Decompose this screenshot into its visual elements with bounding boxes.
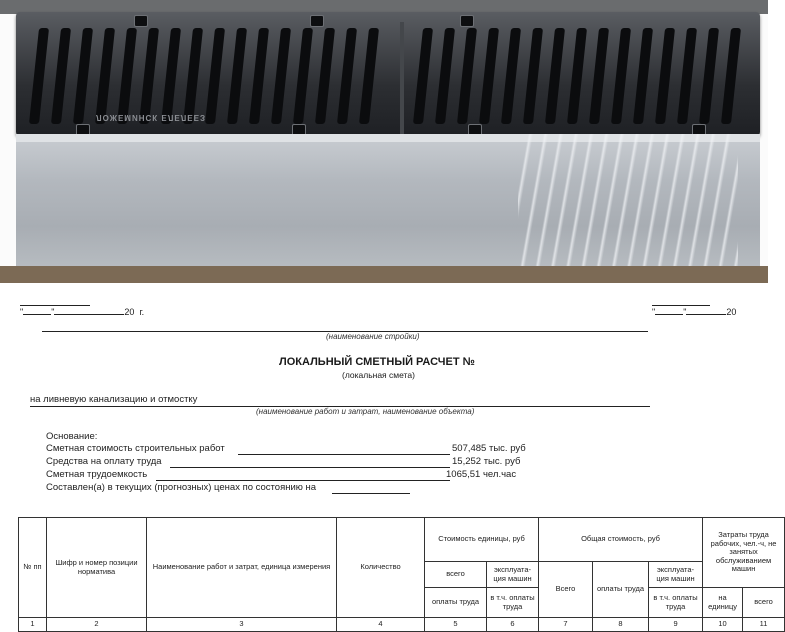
header-unit-cost: Стоимость единицы, руб: [425, 518, 539, 562]
quote-open-right: ": [652, 307, 656, 317]
wage-label: Средства на оплату труда: [46, 456, 162, 467]
grate-slot: [183, 28, 203, 124]
grate-slot: [249, 28, 269, 124]
grate-slot: [435, 28, 455, 124]
grate-slot: [139, 28, 159, 124]
wage-value: 15,252 тыс. руб: [452, 456, 521, 467]
header-quantity: Количество: [337, 518, 425, 618]
header-unit-wages: оплаты труда: [425, 588, 487, 618]
grate-slot: [633, 28, 653, 124]
header-unit-incl-wages: в т.ч. оплаты труда: [487, 588, 539, 618]
column-number: 11: [743, 618, 785, 632]
header-number: № пп: [19, 518, 47, 618]
grate-slot: [457, 28, 477, 124]
header-code: Шифр и номер позиции норматива: [47, 518, 147, 618]
product-photo: [0, 0, 768, 283]
header-total-incl-wages: в т.ч. оплаты труда: [649, 588, 703, 618]
grate-seam: [400, 22, 404, 142]
quote-open: ": [20, 307, 24, 317]
grate-slot: [29, 28, 49, 124]
approval-date-right: [652, 307, 736, 317]
grate-slot: [161, 28, 181, 124]
concrete-stain: [518, 134, 738, 266]
grate-slot: [95, 28, 115, 124]
grate-slot: [545, 28, 565, 124]
prices-line: [332, 493, 410, 494]
labor-label: Сметная трудоемкость: [46, 469, 148, 480]
approval-signature-line-right: [652, 305, 710, 306]
construction-caption: (наименование стройки): [326, 332, 420, 341]
column-number: 7: [539, 618, 593, 632]
grate-slot: [117, 28, 137, 124]
grate-slot: [293, 28, 313, 124]
grate-slot: [589, 28, 609, 124]
column-number: 3: [147, 618, 337, 632]
grate-slot: [51, 28, 71, 124]
header-labor-per-unit: на единицу: [703, 588, 743, 618]
header-labor: Затраты труда рабочих, чел.-ч, не занятых обслуживанием машин: [703, 518, 785, 588]
labor-value: 1065,51 чел.час: [446, 469, 517, 480]
grate-slot: [337, 28, 357, 124]
cost-label: Сметная стоимость строительных работ: [46, 443, 225, 454]
header-total-all: Всего: [539, 562, 593, 618]
header-total-cost: Общая стоимость, руб: [539, 518, 703, 562]
cost-line: [238, 454, 450, 455]
column-number: 9: [649, 618, 703, 632]
grate-slot: [677, 28, 697, 124]
column-number: 6: [487, 618, 539, 632]
header-unit-all: всего: [425, 562, 487, 588]
wooden-pallet: [0, 266, 768, 283]
approval-signature-line: [20, 305, 90, 306]
header-name: Наименование работ и затрат, единица измерения: [147, 518, 337, 618]
header-labor-all: всего: [743, 588, 785, 618]
grate-slot: [523, 28, 543, 124]
quote-close: ": [51, 307, 55, 317]
column-number: 10: [703, 618, 743, 632]
grate-slot: [721, 28, 741, 124]
grate-slot: [699, 28, 719, 124]
work-caption: (наименование работ и затрат, наименование объекта): [256, 407, 475, 416]
grate-slot: [655, 28, 675, 124]
grate-bolt: [460, 15, 474, 27]
labor-line: [156, 480, 450, 481]
year-prefix: 20: [124, 307, 135, 317]
grate-slot: [205, 28, 225, 124]
casting-text: ЛОЖЕМИНСК ЕЛЕЛЕЕЗ: [96, 113, 206, 122]
grate-slot: [73, 28, 93, 124]
grate-slot: [315, 28, 335, 124]
column-number: 4: [337, 618, 425, 632]
grate-bolt: [134, 15, 148, 27]
work-name: на ливневую канализацию и отмостку: [30, 394, 198, 405]
estimate-table: [18, 517, 785, 632]
grate-slot: [359, 28, 379, 124]
cost-value: 507,485 тыс. руб: [452, 443, 526, 454]
header-total-wages: оплаты труда: [593, 562, 649, 618]
grate-bolt: [310, 15, 324, 27]
grate-slot: [567, 28, 587, 124]
approval-date-left: [20, 307, 144, 317]
estimate-document: [0, 283, 777, 629]
wage-line: [170, 467, 450, 468]
grate-slot: [271, 28, 291, 124]
year-suffix: г.: [139, 307, 145, 317]
year-prefix-right: 20: [726, 307, 737, 317]
column-number: 5: [425, 618, 487, 632]
document-title: ЛОКАЛЬНЫЙ СМЕТНЫЙ РАСЧЕТ №: [279, 356, 475, 368]
grate-slot: [501, 28, 521, 124]
column-number: 2: [47, 618, 147, 632]
quote-close-right: ": [683, 307, 687, 317]
grate-slot: [227, 28, 247, 124]
grate-slot: [611, 28, 631, 124]
column-number: 8: [593, 618, 649, 632]
basis-label: Основание:: [46, 431, 98, 442]
header-total-machine: эксплуата-ция машин: [649, 562, 703, 588]
grate-slot: [413, 28, 433, 124]
prices-label: Составлен(а) в текущих (прогнозных) ценах по состоянию на: [46, 482, 317, 493]
column-number: 1: [19, 618, 47, 632]
grate-slot: [479, 28, 499, 124]
document-subtitle: (локальная смета): [342, 370, 415, 380]
header-unit-machine: эксплуата-ция машин: [487, 562, 539, 588]
